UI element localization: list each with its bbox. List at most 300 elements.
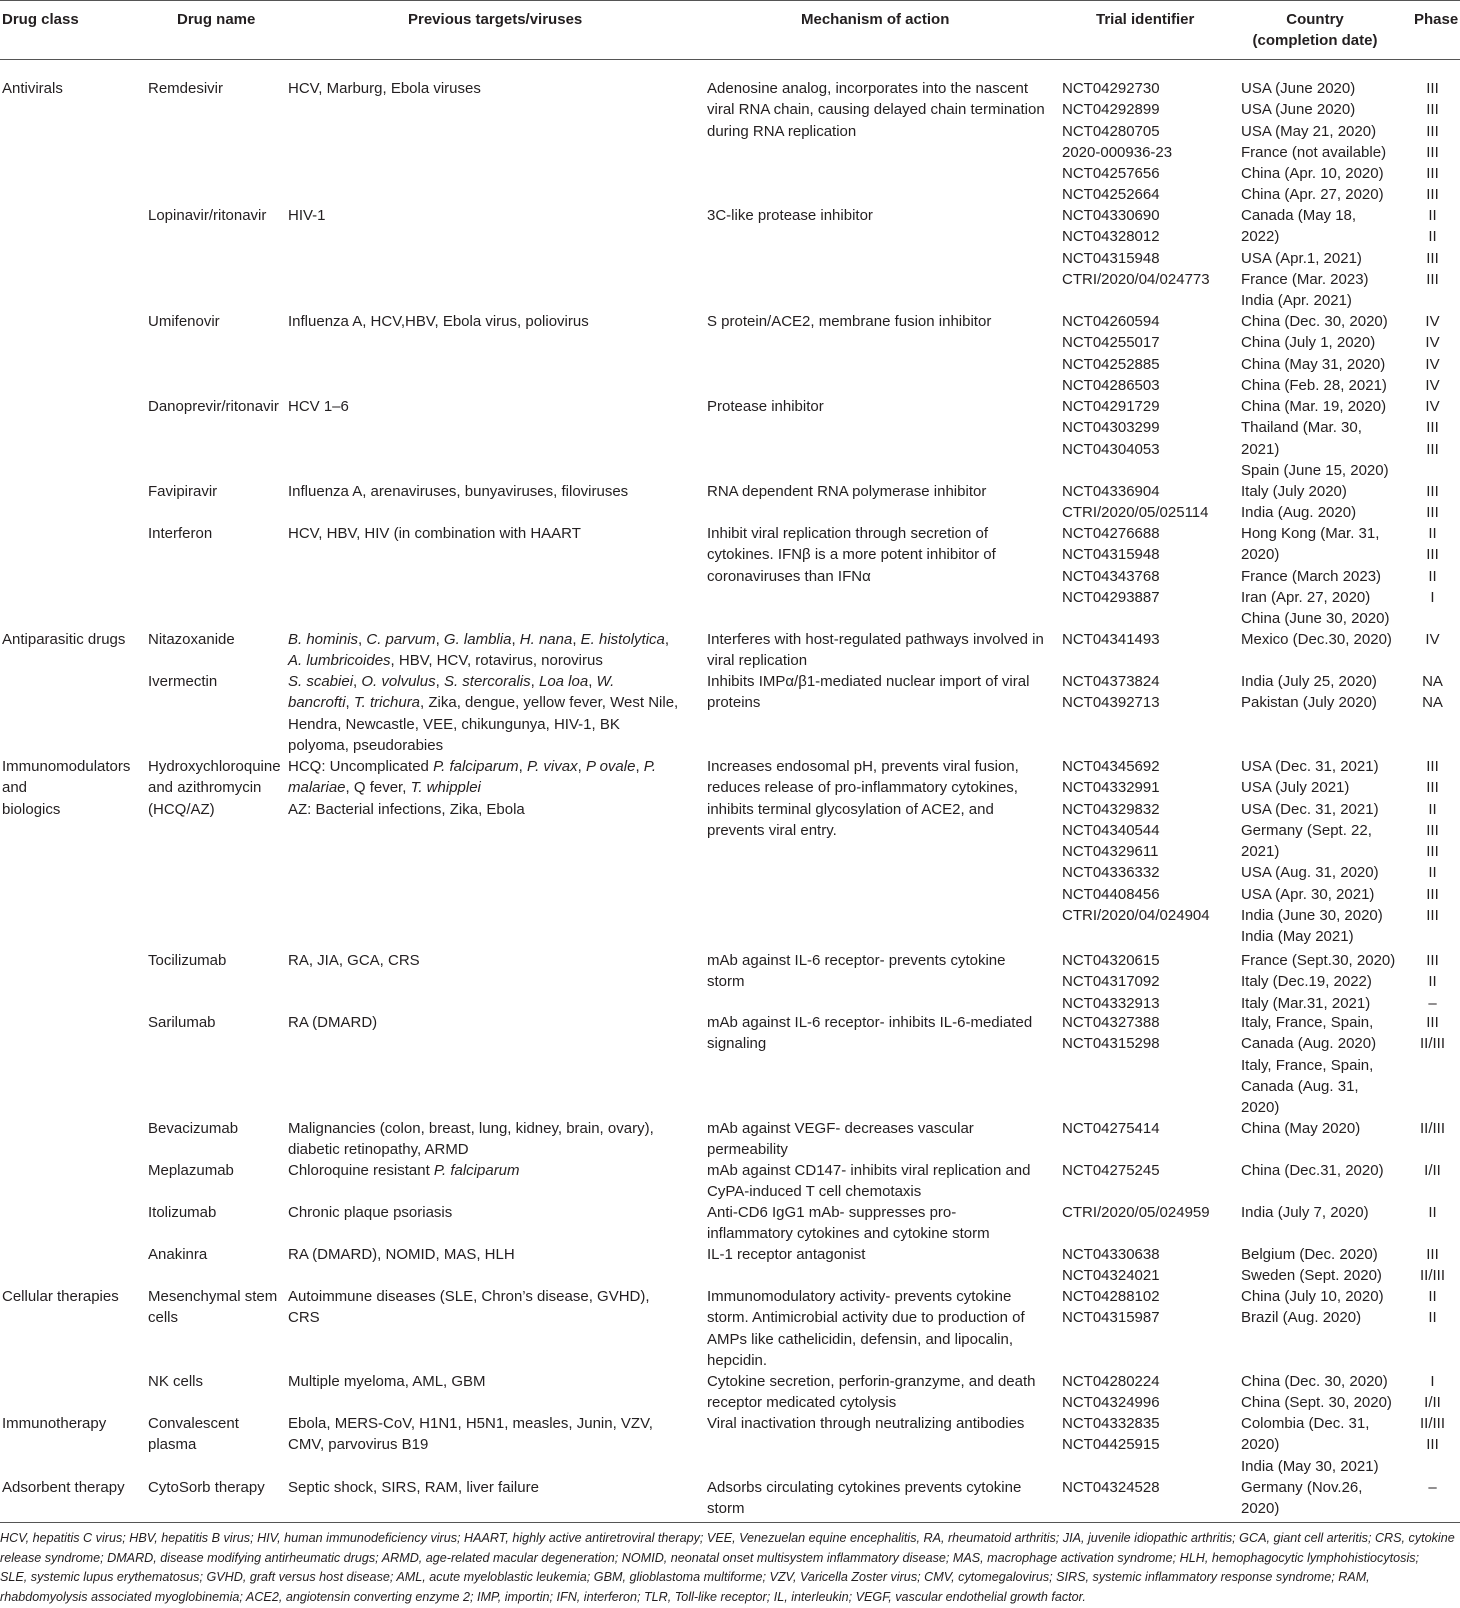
cell-line: NCT04286503 [1062, 376, 1160, 394]
cell-line: NCT04330638 [1062, 1246, 1160, 1263]
trial-id-cell [1062, 950, 1237, 1014]
cell-line: NCT04260594 [1062, 313, 1160, 330]
cell-line: Septic shock, SIRS, RAM, liver failure [288, 1479, 539, 1496]
drug-name-cell [148, 1286, 288, 1329]
cell-line: II [1428, 1204, 1437, 1221]
cell-line: 2020) [1241, 1099, 1280, 1117]
targets-cell [288, 1244, 698, 1265]
cell-line: during RNA replication [707, 122, 857, 140]
mechanism-cell [707, 950, 1052, 993]
drug-name-cell [148, 1477, 288, 1498]
cell-line: Germany (Nov.26, [1241, 1479, 1363, 1496]
cell-line: III [1426, 186, 1439, 204]
drug-class-cell [2, 756, 142, 820]
cell-line: Chloroquine resistant P. falciparum [288, 1162, 520, 1179]
mechanism-cell [707, 311, 1052, 332]
trial-id-cell [1062, 756, 1237, 926]
cell-line: permeability [707, 1141, 788, 1159]
phase-cell [1405, 481, 1460, 524]
cell-line: I [1430, 1373, 1435, 1390]
mechanism-cell [707, 1371, 1052, 1414]
cell-line: China (Feb. 28, 2021) [1241, 376, 1387, 394]
cell-line: Immunomodulators [2, 758, 131, 775]
cell-line: USA (July 2021) [1241, 779, 1350, 797]
targets-cell [288, 629, 698, 672]
cell-line: Belgium (Dec. 2020) [1241, 1246, 1378, 1263]
cell-line: NCT04293887 [1062, 588, 1160, 606]
cell-line: Adsorbent therapy [2, 1479, 125, 1496]
cell-line: NCT04330690 [1062, 207, 1160, 224]
table-footnote [0, 1529, 1460, 1607]
cell-line: biologics [2, 800, 61, 818]
cell-line: I [1430, 588, 1435, 606]
cell-line: NK cells [148, 1373, 204, 1390]
cell-line: China (Apr. 10, 2020) [1241, 165, 1384, 183]
cell-line: NCT04317092 [1062, 973, 1160, 991]
cell-line: Colombia (Dec. 31, [1241, 1415, 1370, 1432]
cell-line: NCT04336332 [1062, 864, 1160, 882]
cell-line: India (Aug. 2020) [1241, 504, 1357, 522]
cell-line: France (Sept.30, 2020) [1241, 952, 1396, 969]
cell-line: and azithromycin [148, 779, 262, 797]
cell-line: China (June 30, 2020) [1241, 610, 1390, 628]
targets-cell [288, 523, 698, 544]
mechanism-cell [707, 1202, 1052, 1245]
cell-line: Meplazumab [148, 1162, 234, 1179]
cell-line: viral replication [707, 652, 808, 670]
mechanism-cell [707, 1413, 1052, 1434]
cell-line: III [1426, 821, 1439, 839]
drug-class-cell [2, 629, 142, 650]
cell-line: Convalescent [148, 1415, 239, 1432]
trial-id-cell [1062, 205, 1237, 290]
cell-line: Bevacizumab [148, 1120, 239, 1137]
cell-line: AMPs like cathelicidin, defensin, and lipocalin, [707, 1330, 1013, 1348]
cell-line: NCT04275414 [1062, 1120, 1160, 1137]
drug-name-cell [148, 78, 288, 99]
cell-line: III [1426, 101, 1439, 119]
cell-line: HIV-1 [288, 207, 326, 224]
cell-line: China (Apr. 27, 2020) [1241, 186, 1384, 204]
cell-line: Multiple myeloma, AML, GBM [288, 1373, 486, 1390]
cell-line: CTRI/2020/04/024773 [1062, 270, 1210, 288]
cell-line: China (Dec.31, 2020) [1241, 1162, 1384, 1179]
cell-line: NCT04341493 [1062, 631, 1160, 648]
trial-id-cell [1062, 1160, 1237, 1181]
header-mechanism: Mechanism of action [801, 11, 950, 28]
drug-name-cell [148, 523, 288, 544]
cell-line: III [1426, 758, 1439, 775]
cell-line: CytoSorb therapy [148, 1479, 265, 1496]
cell-line: Canada (Aug. 2020) [1241, 1035, 1377, 1053]
country-cell [1241, 1160, 1406, 1181]
trial-id-cell [1062, 481, 1237, 524]
cell-line: Cytokine secretion, perforin-granzyme, and death [707, 1373, 1036, 1390]
cell-line: CyPA-induced T cell chemotaxis [707, 1183, 922, 1201]
cell-line: NCT04292730 [1062, 80, 1160, 97]
country-cell [1241, 756, 1406, 948]
cell-line: USA (May 21, 2020) [1241, 122, 1377, 140]
cell-line: A. lumbricoides, HBV, HCV, rotavirus, norovirus [288, 652, 603, 670]
cell-line: India (May 30, 2021) [1241, 1457, 1379, 1475]
cell-line: – [1428, 994, 1437, 1012]
phase-cell [1405, 671, 1460, 714]
cell-line: CTRI/2020/05/025114 [1062, 504, 1209, 522]
cell-line: NCT04329611 [1062, 843, 1159, 861]
cell-line: hepcidin. [707, 1351, 768, 1369]
trial-id-cell [1062, 629, 1237, 650]
cell-line: storm [707, 1500, 745, 1518]
targets-cell [288, 671, 698, 756]
cell-line: cells [148, 1309, 179, 1327]
country-cell [1241, 1286, 1406, 1329]
drug-name-cell [148, 1202, 288, 1223]
cell-line: Tocilizumab [148, 952, 227, 969]
footnote-line: SLE, systemic lupus erythematosus; GVHD, graft versus host disease; AML, acute myeloblastic leukemia; GBM, glioblastoma multiforme; VZV, Varicella Zoster virus; CMV, cytomegalovirus; SIRS, systemic inflammatory response syndrome; RAM, [0, 1570, 1370, 1584]
drug-name-cell [148, 481, 288, 502]
cell-line: Canada (May 18, [1241, 207, 1357, 224]
cell-line: Lopinavir/ritonavir [148, 207, 267, 224]
cell-line: receptor medicated cytolysis [707, 1394, 897, 1412]
cell-line: France (Mar. 2023) [1241, 270, 1369, 288]
cell-line: 2021) [1241, 440, 1280, 458]
phase-cell [1405, 756, 1460, 926]
header-trial-identifier: Trial identifier [1096, 11, 1195, 28]
trial-id-cell [1062, 1286, 1237, 1329]
cell-line: Protease inhibitor [707, 398, 824, 415]
footnote-line: HCV, hepatitis C virus; HBV, hepatitis B virus; HIV, human immunodeficiency virus; HAART, highly active antiretroviral therapy; VEE, Venezuelan equine encephalitis, RA, rheumatoid arthritis; JIA, juvenile idiopathic arthritis; GCA, giant cell arteritis; CRS, cytokine [0, 1531, 1455, 1545]
country-cell [1241, 1244, 1406, 1287]
cell-line: NCT04340544 [1062, 821, 1160, 839]
cell-line: Increases endosomal pH, prevents viral fusion, [707, 758, 1019, 775]
footnote-line: release syndrome; DMARD, disease modifying antirheumatic drugs; ARMD, age-related macular degeneration; NOMID, neonatal onset multisystem inflammatory disease; MAS, macrophage activation syndrome; HLH, hemophagocytic lymphohistiocytosis; [0, 1550, 1420, 1565]
cell-line: NCT04292899 [1062, 101, 1160, 119]
cell-line: 2020-000936-23 [1062, 143, 1173, 161]
header-country [1240, 9, 1390, 51]
cell-line: III [1426, 419, 1439, 437]
cell-line: III [1426, 952, 1439, 969]
cell-line: mAb against IL-6 receptor- inhibits IL-6-mediated [707, 1014, 1033, 1031]
targets-cell [288, 1477, 698, 1498]
cell-line: NCT04345692 [1062, 758, 1160, 775]
cell-line: signaling [707, 1035, 767, 1053]
cell-line: inhibits terminal glycosylation of ACE2, and [707, 800, 994, 818]
targets-cell [288, 1413, 698, 1456]
cell-line: India (July 7, 2020) [1241, 1204, 1369, 1221]
phase-cell [1405, 1477, 1460, 1498]
cell-line: NCT04315987 [1062, 1309, 1160, 1327]
drug-name-cell [148, 1118, 288, 1139]
header-drug-name: Drug name [177, 11, 256, 28]
country-cell [1241, 629, 1406, 650]
cell-line: 2020) [1241, 1500, 1280, 1518]
cell-line: Inhibit viral replication through secretion of [707, 525, 988, 542]
cell-line: NCT04425915 [1062, 1436, 1160, 1454]
cell-line: Itolizumab [148, 1204, 217, 1221]
cell-line: Viral inactivation through neutralizing antibodies [707, 1415, 1025, 1432]
cell-line: RNA dependent RNA polymerase inhibitor [707, 483, 987, 500]
cell-line: Danoprevir/ritonavir [148, 398, 279, 415]
cell-line: IL-1 receptor antagonist [707, 1246, 866, 1263]
drug-name-cell [148, 396, 288, 417]
cell-line: NCT04275245 [1062, 1162, 1160, 1179]
cell-line: Immunotherapy [2, 1415, 107, 1432]
trial-id-cell [1062, 671, 1237, 714]
trial-id-cell [1062, 1413, 1237, 1456]
cell-line: Anti-CD6 IgG1 mAb- suppresses pro- [707, 1204, 957, 1221]
cell-line: 2021) [1241, 843, 1280, 861]
cell-line: NCT04315948 [1062, 546, 1160, 564]
cell-line: IV [1425, 355, 1440, 373]
cell-line: India (June 30, 2020) [1241, 907, 1383, 925]
cell-line: China (May 2020) [1241, 1120, 1361, 1137]
cell-line: prevents viral entry. [707, 821, 837, 839]
targets-cell [288, 311, 698, 332]
country-cell [1241, 671, 1406, 714]
cell-line: NCT04276688 [1062, 525, 1160, 542]
cell-line: RA (DMARD) [288, 1014, 378, 1031]
cell-line: NCT04291729 [1062, 398, 1160, 415]
cell-line: II [1428, 228, 1437, 246]
cell-line: Inhibits IMPα/β1-mediated nuclear import of viral [707, 673, 1030, 690]
trial-id-cell [1062, 396, 1237, 460]
drug-name-cell [148, 1160, 288, 1181]
phase-cell [1405, 629, 1460, 650]
drug-name-cell [148, 629, 288, 650]
country-cell [1241, 481, 1406, 524]
cell-line: III [1426, 504, 1439, 522]
cell-line: IV [1425, 631, 1440, 648]
cell-line: III [1426, 80, 1439, 97]
country-cell [1241, 78, 1406, 206]
drug-name-cell [148, 671, 288, 692]
cell-line: Italy, France, Spain, [1241, 1014, 1374, 1031]
cell-line: Adsorbs circulating cytokines prevents cytokine [707, 1479, 1022, 1496]
cell-line: II [1428, 525, 1437, 542]
phase-cell [1405, 1012, 1460, 1055]
cell-line: CMV, parvovirus B19 [288, 1436, 429, 1454]
cell-line: Nitazoxanide [148, 631, 235, 648]
country-cell [1241, 1413, 1406, 1477]
cell-line: 3C-like protease inhibitor [707, 207, 873, 224]
cell-line: USA (June 2020) [1241, 101, 1356, 119]
cell-line: bancrofti, T. trichura, Zika, dengue, yellow fever, West Nile, [288, 694, 679, 712]
drug-name-cell [148, 1244, 288, 1265]
cell-line: Antivirals [2, 80, 63, 97]
cell-line: NCT04332991 [1062, 779, 1160, 797]
cell-line: India (July 25, 2020) [1241, 673, 1377, 690]
cell-line: CRS [288, 1309, 320, 1327]
trial-id-cell [1062, 1244, 1237, 1287]
cell-line: III [1426, 885, 1439, 903]
cell-line: polyoma, pseudorabies [288, 736, 444, 754]
phase-cell [1405, 1202, 1460, 1223]
trial-id-cell [1062, 311, 1237, 396]
cell-line: NCT04252664 [1062, 186, 1160, 204]
cell-line: HCQ: Uncomplicated P. falciparum, P. vivax, P ovale, P. [288, 758, 657, 775]
cell-line: NCT04320615 [1062, 952, 1160, 969]
cell-line: Anakinra [148, 1246, 208, 1263]
cell-line: 2020) [1241, 546, 1280, 564]
trial-id-cell [1062, 523, 1237, 608]
mechanism-cell [707, 1286, 1052, 1371]
header-drug-class: Drug class [2, 11, 79, 28]
cell-line: III [1426, 1246, 1439, 1263]
header-country-sub: (completion date) [1252, 32, 1378, 49]
cell-line: S protein/ACE2, membrane fusion inhibitor [707, 313, 992, 330]
cell-line: proteins [707, 694, 761, 712]
cell-line: RA (DMARD), NOMID, MAS, HLH [288, 1246, 515, 1263]
header-phase: Phase [1414, 11, 1459, 28]
cell-line: Interferon [148, 525, 213, 542]
cell-line: Influenza A, HCV,HBV, Ebola virus, poliovirus [288, 313, 589, 330]
mechanism-cell [707, 756, 1052, 841]
cell-line: France (not available) [1241, 143, 1387, 161]
footnote-line: rhabdomyolysis associated myoglobinemia; ACE2, angiotensin converting enzyme 2; IMP, importin; IFN, interferon; TLR, Toll-like receptor; IL, interleukin; VEGF, vascular endothelial growth factor. [0, 1589, 1086, 1604]
mechanism-cell [707, 671, 1052, 714]
country-cell [1241, 396, 1406, 481]
cell-line: NCT04257656 [1062, 165, 1160, 183]
phase-cell [1405, 1118, 1460, 1139]
cell-line: NCT04328012 [1062, 228, 1160, 246]
cell-line: NCT04303299 [1062, 419, 1160, 437]
mechanism-cell [707, 1118, 1052, 1161]
cell-line: China (Dec. 30, 2020) [1241, 313, 1388, 330]
cell-line: USA (Dec. 31, 2021) [1241, 800, 1379, 818]
mechanism-cell [707, 205, 1052, 226]
country-cell [1241, 205, 1406, 311]
cell-line: China (Dec. 30, 2020) [1241, 1373, 1388, 1390]
cell-line: USA (Apr. 30, 2021) [1241, 885, 1375, 903]
cell-line: Malignancies (colon, breast, lung, kidney, brain, ovary), [288, 1120, 654, 1137]
cell-line: III [1426, 779, 1439, 797]
cell-line: I/II [1424, 1162, 1441, 1179]
cell-line: viral RNA chain, causing delayed chain termination [707, 101, 1045, 119]
cell-line: Hendra, Newcastle, VEE, chikungunya, HIV-1, BK [288, 715, 620, 733]
cell-line: Favipiravir [148, 483, 218, 500]
table-header [0, 0, 1460, 60]
cell-line: Thailand (Mar. 30, [1241, 419, 1362, 437]
trial-id-cell [1062, 78, 1237, 206]
phase-cell [1405, 950, 1460, 1014]
cell-line: Hong Kong (Mar. 31, [1241, 525, 1380, 542]
table-bottom-rule [0, 1522, 1460, 1523]
targets-cell [288, 205, 698, 226]
cell-line: III [1426, 483, 1439, 500]
cell-line: NA [1422, 694, 1443, 712]
targets-cell [288, 1118, 698, 1161]
cell-line: India (Apr. 2021) [1241, 292, 1352, 310]
cell-line: I/II [1424, 1394, 1441, 1412]
drug-class-cell [2, 1286, 142, 1307]
cell-line: NCT04332835 [1062, 1415, 1160, 1432]
trial-id-cell [1062, 1477, 1237, 1498]
cell-line: IV [1425, 334, 1440, 352]
cell-line: NA [1422, 673, 1443, 690]
cell-line: II [1428, 207, 1437, 224]
cell-line: B. hominis, C. parvum, G. lamblia, H. nana, E. histolytica, [288, 631, 670, 648]
cell-line: Italy (Mar.31, 2021) [1241, 994, 1371, 1012]
cell-line: Spain (June 15, 2020) [1241, 461, 1389, 479]
country-cell [1241, 1202, 1406, 1223]
cell-line: USA (Dec. 31, 2021) [1241, 758, 1379, 775]
cell-line: Antiparasitic drugs [2, 631, 126, 648]
cell-line: inflammatory cytokines and cytokine storm [707, 1225, 990, 1243]
cell-line: France (March 2023) [1241, 567, 1382, 585]
cell-line: III [1426, 143, 1439, 161]
cell-line: NCT04373824 [1062, 673, 1160, 690]
cell-line: NCT04252885 [1062, 355, 1160, 373]
phase-cell [1405, 205, 1460, 290]
cell-line: Cellular therapies [2, 1288, 119, 1305]
cell-line: diabetic retinopathy, ARMD [288, 1141, 469, 1159]
mechanism-cell [707, 396, 1052, 417]
cell-line: NCT04392713 [1062, 694, 1160, 712]
cell-line: China (July 10, 2020) [1241, 1288, 1384, 1305]
cell-line: III [1426, 1436, 1439, 1454]
cell-line: plasma [148, 1436, 197, 1454]
targets-cell [288, 78, 698, 99]
phase-cell [1405, 1244, 1460, 1287]
cell-line: – [1428, 1479, 1437, 1496]
cell-line: NCT04324996 [1062, 1394, 1160, 1412]
cell-line: II/III [1419, 1120, 1445, 1137]
cell-line: II [1428, 1309, 1437, 1327]
cell-line: USA (June 2020) [1241, 80, 1356, 97]
country-cell [1241, 1118, 1406, 1139]
cell-line: storm. Antimicrobial activity due to production of [707, 1309, 1025, 1327]
cell-line: NCT04280705 [1062, 122, 1160, 140]
country-cell [1241, 1012, 1406, 1118]
targets-cell [288, 1160, 698, 1181]
country-cell [1241, 523, 1406, 629]
drug-class-cell [2, 78, 142, 99]
cell-line: Ivermectin [148, 673, 218, 690]
targets-cell [288, 950, 698, 971]
drug-name-cell [148, 950, 288, 971]
mechanism-cell [707, 1477, 1052, 1520]
trial-id-cell [1062, 1202, 1237, 1223]
cell-line: Mesenchymal stem [148, 1288, 278, 1305]
cell-line: Sarilumab [148, 1014, 216, 1031]
cell-line: China (Mar. 19, 2020) [1241, 398, 1387, 415]
cell-line: NCT04315948 [1062, 249, 1160, 267]
cell-line: Ebola, MERS-CoV, H1N1, H5N1, measles, Junin, VZV, [288, 1415, 653, 1432]
country-cell [1241, 311, 1406, 396]
cell-line: NCT04332913 [1062, 994, 1160, 1012]
cell-line: NCT04324021 [1062, 1267, 1160, 1285]
drug-name-cell [148, 311, 288, 332]
cell-line: II/III [1419, 1415, 1445, 1432]
cell-line: NCT04315298 [1062, 1035, 1160, 1053]
cell-line: Mexico (Dec.30, 2020) [1241, 631, 1392, 648]
mechanism-cell [707, 523, 1052, 587]
cell-line: AZ: Bacterial infections, Zika, Ebola [288, 800, 525, 818]
cell-line: Brazil (Aug. 2020) [1241, 1309, 1362, 1327]
cell-line: II [1428, 567, 1437, 585]
cell-line: Italy (Dec.19, 2022) [1241, 973, 1372, 991]
cell-line: Interferes with host-regulated pathways involved in [707, 631, 1044, 648]
cell-line: HCV 1–6 [288, 398, 349, 415]
cell-line: India (May 2021) [1241, 928, 1354, 946]
cell-line: 2020) [1241, 1436, 1280, 1454]
phase-cell [1405, 1413, 1460, 1456]
cell-line: III [1426, 1014, 1439, 1031]
cell-line: USA (Apr.1, 2021) [1241, 249, 1362, 267]
cell-line: NCT04255017 [1062, 334, 1160, 352]
cell-line: China (May 31, 2020) [1241, 355, 1386, 373]
header-country-label: Country [1286, 11, 1344, 28]
